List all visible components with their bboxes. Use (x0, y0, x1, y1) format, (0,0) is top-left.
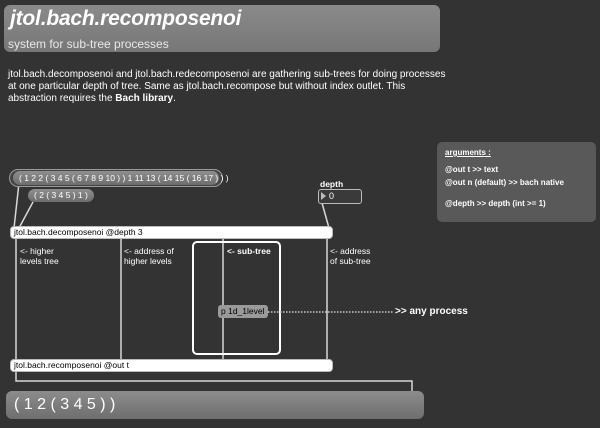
depth-label: depth (320, 179, 344, 189)
description-end: . (173, 93, 176, 104)
description (8, 69, 448, 105)
arguments-panel (437, 142, 596, 222)
arguments-heading: arguments : (445, 148, 491, 157)
comment-higher-levels-2: levels tree (20, 256, 59, 266)
input-tree-message[interactable]: ( 1 2 2 ( 3 4 5 ( 6 7 8 9 10 ) ) 1 11 13 ( 14 15 ( 16 17 ) ) ) (13, 171, 219, 185)
comment-address-higher-2: higher levels (124, 256, 172, 266)
page-title: jtol.bach.recomposenoi (10, 7, 242, 30)
comment-higher-levels-1: <- higher (20, 246, 54, 256)
argument-line: @out t >> text (445, 165, 499, 174)
input-tree-message-frame (9, 169, 229, 187)
result-message[interactable]: ( 1 2 ( 3 4 5 ) ) (6, 391, 424, 419)
comment-sub-tree: <- sub-tree (227, 246, 271, 256)
comment-address-higher-1: <- address of (124, 246, 174, 256)
depth-number-box[interactable] (318, 189, 362, 204)
sub-tree-message[interactable]: ( 2 ( 3 4 5 ) 1 ) (28, 189, 94, 202)
recompose-object[interactable]: jtol.bach.recomposenoi @out t (10, 359, 333, 372)
any-process-label: >> any process (395, 306, 468, 317)
argument-line: @out n (default) >> bach native (445, 178, 564, 187)
comment-address-sub-1: <- address (330, 246, 371, 256)
bach-library-label: Bach library (115, 93, 174, 104)
argument-line: @depth >> depth (int >= 1) (445, 199, 546, 208)
depth-value: 0 (329, 191, 335, 201)
description-text: jtol.bach.decomposenoi and jtol.bach.redecomposenoi are gathering sub-trees for doing processes at one particular depth of tree. Same as jtol.bach.recompose but without index outlet. This abstraction requires the (8, 69, 446, 104)
decompose-object[interactable]: jtol.bach.decomposenoi @depth 3 (10, 226, 333, 239)
subpatcher-object[interactable]: p 1d_1level (218, 305, 268, 318)
page-subtitle: system for sub-tree processes (8, 37, 169, 51)
comment-address-sub-2: of sub-tree (330, 256, 371, 266)
number-box-triangle-icon (321, 192, 326, 200)
